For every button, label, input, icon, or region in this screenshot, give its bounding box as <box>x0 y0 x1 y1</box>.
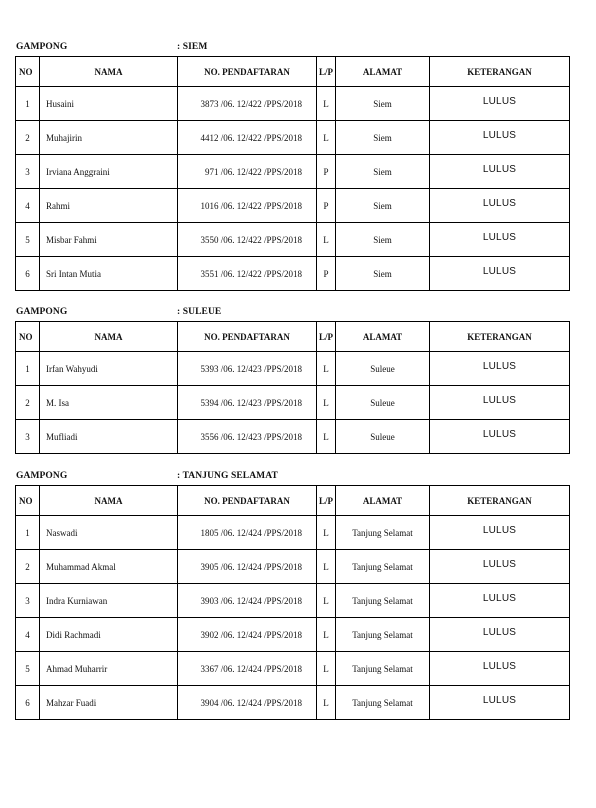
cell-nama: Didi Rachmadi <box>40 618 178 652</box>
cell-alamat: Tanjung Selamat <box>336 652 430 686</box>
cell-nama: Misbar Fahmi <box>40 223 178 257</box>
table-row <box>16 223 570 257</box>
cell-no: 2 <box>16 386 40 420</box>
cell-nama: Indra Kurniawan <box>40 584 178 618</box>
cell-no: 5 <box>16 652 40 686</box>
cell-no: 3 <box>16 584 40 618</box>
cell-alamat: Tanjung Selamat <box>336 618 430 652</box>
cell-nama: Husaini <box>40 87 178 121</box>
cell-lp: L <box>317 550 336 584</box>
col-header-alamat: ALAMAT <box>336 486 430 516</box>
cell-no: 2 <box>16 550 40 584</box>
table-header-row <box>16 57 570 87</box>
table-row <box>16 257 570 291</box>
col-header-alamat: ALAMAT <box>336 322 430 352</box>
col-header-no: NO <box>16 57 40 87</box>
cell-alamat: Siem <box>336 155 430 189</box>
cell-nama: Muhajirin <box>40 121 178 155</box>
col-header-nama: NAMA <box>40 57 178 87</box>
cell-no: 1 <box>16 516 40 550</box>
cell-no: 6 <box>16 686 40 720</box>
cell-reg: 3551 /06. 12/422 /PPS/2018 <box>178 257 317 291</box>
cell-nama: Sri Intan Mutia <box>40 257 178 291</box>
col-header-nama: NAMA <box>40 486 178 516</box>
cell-nama: Ahmad Muharrir <box>40 652 178 686</box>
cell-alamat: Siem <box>336 257 430 291</box>
cell-no: 4 <box>16 189 40 223</box>
col-header-reg: NO. PENDAFTARAN <box>178 486 317 516</box>
table-header-row <box>16 322 570 352</box>
cell-reg: 3367 /06. 12/424 /PPS/2018 <box>178 652 317 686</box>
cell-nama: Naswadi <box>40 516 178 550</box>
cell-lp: L <box>317 352 336 386</box>
cell-nama: Irviana Anggraini <box>40 155 178 189</box>
cell-no: 2 <box>16 121 40 155</box>
gampong-label: GAMPONG <box>16 307 68 317</box>
col-header-reg: NO. PENDAFTARAN <box>178 57 317 87</box>
col-header-lp: L/P <box>317 322 336 352</box>
table-row <box>16 550 570 584</box>
cell-keterangan: LULUS <box>430 516 570 550</box>
cell-no: 4 <box>16 618 40 652</box>
cell-reg: 5394 /06. 12/423 /PPS/2018 <box>178 386 317 420</box>
gampong-label: GAMPONG <box>16 471 68 481</box>
cell-keterangan: LULUS <box>430 386 570 420</box>
table-row <box>16 386 570 420</box>
cell-lp: L <box>317 386 336 420</box>
cell-no: 3 <box>16 155 40 189</box>
cell-alamat: Siem <box>336 223 430 257</box>
table-row <box>16 155 570 189</box>
cell-keterangan: LULUS <box>430 257 570 291</box>
col-header-lp: L/P <box>317 486 336 516</box>
cell-keterangan: LULUS <box>430 352 570 386</box>
cell-alamat: Suleue <box>336 352 430 386</box>
table-row <box>16 352 570 386</box>
table-row <box>16 652 570 686</box>
gampong-header <box>15 471 569 485</box>
col-header-alamat: ALAMAT <box>336 57 430 87</box>
cell-reg: 3905 /06. 12/424 /PPS/2018 <box>178 550 317 584</box>
table-row <box>16 420 570 454</box>
gampong-value: : SIEM <box>177 42 208 52</box>
cell-alamat: Siem <box>336 87 430 121</box>
cell-reg: 4412 /06. 12/422 /PPS/2018 <box>178 121 317 155</box>
col-header-keterangan: KETERANGAN <box>430 486 570 516</box>
table-row <box>16 516 570 550</box>
gampong-value: : SULEUE <box>177 307 222 317</box>
cell-reg: 3556 /06. 12/423 /PPS/2018 <box>178 420 317 454</box>
cell-reg: 3873 /06. 12/422 /PPS/2018 <box>178 87 317 121</box>
cell-alamat: Siem <box>336 121 430 155</box>
col-header-reg: NO. PENDAFTARAN <box>178 322 317 352</box>
cell-keterangan: LULUS <box>430 652 570 686</box>
cell-keterangan: LULUS <box>430 420 570 454</box>
section-suleue <box>15 307 569 454</box>
cell-reg: 3550 /06. 12/422 /PPS/2018 <box>178 223 317 257</box>
cell-lp: L <box>317 516 336 550</box>
cell-keterangan: LULUS <box>430 686 570 720</box>
table-row <box>16 189 570 223</box>
table-row <box>16 87 570 121</box>
table-row <box>16 686 570 720</box>
cell-alamat: Tanjung Selamat <box>336 686 430 720</box>
section-tanjung-selamat <box>15 471 569 720</box>
cell-nama: Irfan Wahyudi <box>40 352 178 386</box>
table-row <box>16 121 570 155</box>
gampong-label: GAMPONG <box>16 42 68 52</box>
col-header-lp: L/P <box>317 57 336 87</box>
col-header-keterangan: KETERANGAN <box>430 322 570 352</box>
col-header-keterangan: KETERANGAN <box>430 57 570 87</box>
gampong-header <box>15 307 569 321</box>
cell-alamat: Siem <box>336 189 430 223</box>
gampong-header <box>15 42 569 56</box>
cell-lp: L <box>317 618 336 652</box>
cell-nama: M. Isa <box>40 386 178 420</box>
col-header-no: NO <box>16 322 40 352</box>
table-row <box>16 584 570 618</box>
cell-lp: L <box>317 87 336 121</box>
cell-alamat: Suleue <box>336 386 430 420</box>
col-header-nama: NAMA <box>40 322 178 352</box>
cell-keterangan: LULUS <box>430 584 570 618</box>
results-table <box>15 485 570 720</box>
cell-no: 1 <box>16 352 40 386</box>
cell-alamat: Tanjung Selamat <box>336 550 430 584</box>
results-table <box>15 321 570 454</box>
cell-keterangan: LULUS <box>430 550 570 584</box>
section-siem <box>15 42 569 291</box>
cell-no: 6 <box>16 257 40 291</box>
cell-lp: L <box>317 121 336 155</box>
cell-keterangan: LULUS <box>430 223 570 257</box>
cell-keterangan: LULUS <box>430 87 570 121</box>
cell-nama: Muhammad Akmal <box>40 550 178 584</box>
cell-reg: 3902 /06. 12/424 /PPS/2018 <box>178 618 317 652</box>
cell-keterangan: LULUS <box>430 121 570 155</box>
col-header-no: NO <box>16 486 40 516</box>
cell-no: 1 <box>16 87 40 121</box>
cell-alamat: Suleue <box>336 420 430 454</box>
cell-lp: L <box>317 223 336 257</box>
cell-nama: Mufliadi <box>40 420 178 454</box>
cell-reg: 3904 /06. 12/424 /PPS/2018 <box>178 686 317 720</box>
cell-lp: P <box>317 257 336 291</box>
cell-no: 3 <box>16 420 40 454</box>
cell-keterangan: LULUS <box>430 189 570 223</box>
cell-lp: P <box>317 189 336 223</box>
cell-reg: 1016 /06. 12/422 /PPS/2018 <box>178 189 317 223</box>
cell-lp: L <box>317 652 336 686</box>
cell-reg: 3903 /06. 12/424 /PPS/2018 <box>178 584 317 618</box>
cell-lp: L <box>317 686 336 720</box>
cell-no: 5 <box>16 223 40 257</box>
cell-reg: 1805 /06. 12/424 /PPS/2018 <box>178 516 317 550</box>
cell-lp: P <box>317 155 336 189</box>
cell-alamat: Tanjung Selamat <box>336 584 430 618</box>
cell-nama: Mahzar Fuadi <box>40 686 178 720</box>
cell-reg: 5393 /06. 12/423 /PPS/2018 <box>178 352 317 386</box>
cell-reg: 971 /06. 12/422 /PPS/2018 <box>178 155 317 189</box>
cell-keterangan: LULUS <box>430 618 570 652</box>
table-row <box>16 618 570 652</box>
cell-keterangan: LULUS <box>430 155 570 189</box>
table-header-row <box>16 486 570 516</box>
cell-lp: L <box>317 420 336 454</box>
gampong-value: : TANJUNG SELAMAT <box>177 471 278 481</box>
results-table <box>15 56 570 291</box>
cell-lp: L <box>317 584 336 618</box>
cell-nama: Rahmi <box>40 189 178 223</box>
cell-alamat: Tanjung Selamat <box>336 516 430 550</box>
